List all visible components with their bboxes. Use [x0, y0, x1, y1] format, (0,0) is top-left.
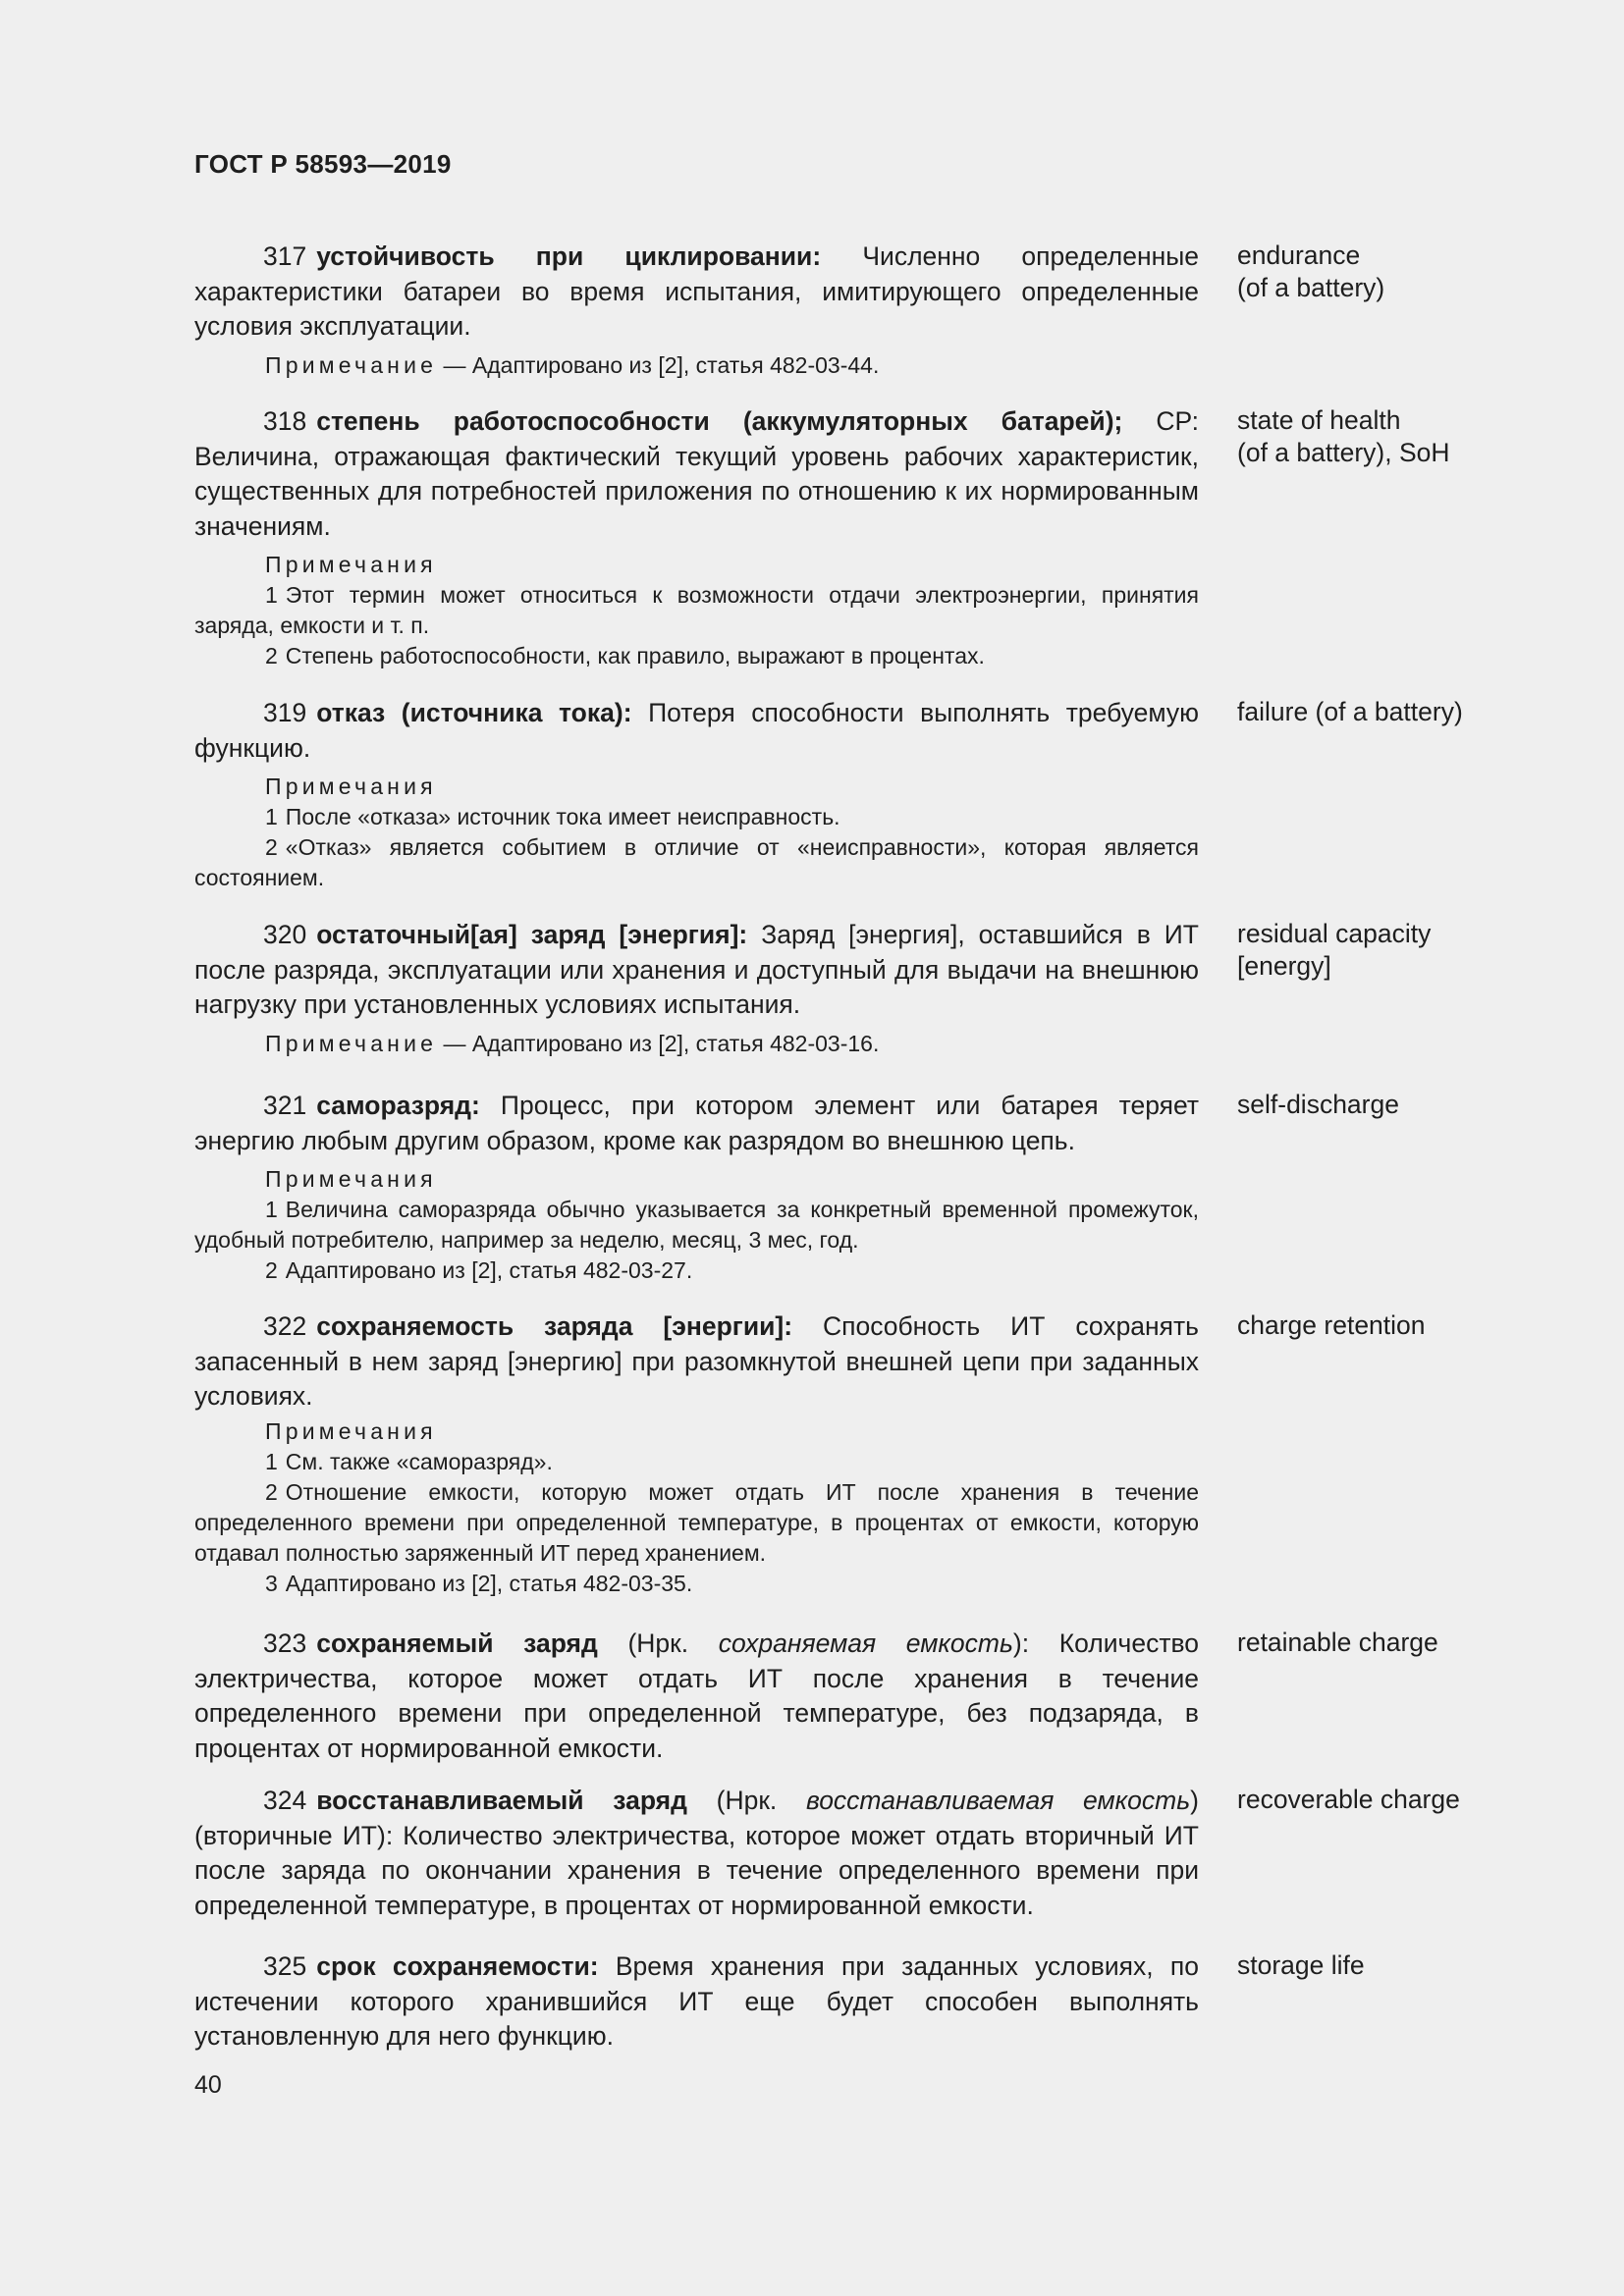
english-equivalent: residual capacity [energy]: [1237, 919, 1432, 981]
term-text: [194, 404, 1199, 544]
term-text: [194, 240, 1199, 345]
term-name: остаточный[ая] заряд [энергия]:: [316, 920, 748, 949]
term-entry-322: [194, 1309, 1510, 1599]
term-definition: Потеря способности выполнять требуемую функцию.: [194, 698, 1200, 763]
document-header: ГОСТ Р 58593—2019: [194, 149, 452, 179]
term-name: сохраняемый заряд: [316, 1629, 598, 1658]
term-name: восстанавливаемый заряд: [316, 1786, 687, 1815]
term-entry-319: [194, 696, 1510, 893]
term-name: степень работоспособности (аккумуляторных батарей);: [316, 406, 1123, 436]
english-equivalent: charge retention: [1237, 1310, 1426, 1340]
term-entry-318: [194, 404, 1510, 671]
term-number: 320: [263, 920, 307, 949]
term-number: 322: [263, 1311, 307, 1341]
english-equivalent: recoverable charge: [1237, 1785, 1460, 1814]
english-equivalent: retainable charge: [1237, 1628, 1438, 1657]
term-name: саморазряд:: [316, 1091, 480, 1120]
term-definition: ) (вторичные ИТ): Количество электричества, которое может отдать вторичный ИТ после заряда по окончании хранения в течение определенного времени при определенной температуре, в процентах от нормированной емкости.: [194, 1786, 1199, 1920]
term-entry-323: [194, 1627, 1510, 1766]
term-definition: Способность ИТ сохранять запасенный в нем заряд [энергию] при разомкнутой внешней цепи при заданных условиях.: [194, 1311, 1199, 1411]
notes-title: Примечания: [265, 552, 437, 577]
term-definition: ): Количество электричества, которое может отдать ИТ после хранения в течение определенного времени при определенной температуре, без подзаряда, в процентах от нормированной емкости.: [194, 1629, 1200, 1763]
note-item: 2 Отношение емкости, которую может отдать ИТ после хранения в течение определенного времени при определенной температуре, в процентах от емкости, которую отдавал полностью заряженный ИТ перед хранением.: [194, 1478, 1199, 1566]
term-text: 323 сохраняемый заряд (Нрк. сохраняемая емкость): Количество электричества, которое может отдать ИТ после хранения в течение определенного времени при определенной температуре, без подзаряда, в процентах от нормированной емкости.: [194, 1629, 1200, 1763]
term-notes: [194, 772, 1199, 893]
term-notes: [194, 1164, 1199, 1286]
note-item: 1 Этот термин может относиться к возможности отдачи электроэнергии, принятия заряда, емкости и т. п.: [194, 582, 1199, 638]
term-definition: Численно определенные характеристики батареи во время испытания, имитирующего определенные условия эксплуатации.: [194, 241, 1199, 341]
term-name: сохраняемость заряда [энергии]:: [316, 1311, 793, 1341]
note-title: Примечание: [265, 1030, 438, 1056]
notes-title: Примечания: [265, 774, 437, 799]
term-name: отказ (источника тока):: [316, 698, 632, 727]
page-number: 40: [194, 2071, 222, 2099]
notes-title: Примечания: [265, 1417, 437, 1444]
notes-title: Примечания: [265, 1166, 437, 1192]
term-name: устойчивость при циклировании:: [316, 241, 822, 271]
term-number: 323: [263, 1629, 307, 1658]
term-entry-325: [194, 1949, 1510, 2055]
english-equivalent: state of health (of a battery), SoH: [1237, 405, 1450, 467]
term-notes: [194, 1416, 1199, 1599]
term-entry-324: [194, 1784, 1510, 1923]
english-equivalent: self-discharge: [1237, 1090, 1399, 1119]
term-number: 318: [263, 406, 307, 436]
term-note: Примечание — Адаптировано из [2], статья 482-03-16.: [265, 1030, 880, 1056]
term-text: [194, 1949, 1199, 2055]
deprecated-term: сохраняемая емкость: [718, 1629, 1013, 1658]
deprecated-term: восстанавливаемая емкость: [805, 1786, 1191, 1815]
note-text: Адаптировано из [2], статья 482-03-44.: [471, 351, 880, 378]
term-number: 321: [263, 1091, 307, 1120]
english-equivalent: failure (of a battery): [1237, 697, 1463, 726]
term-number: 319: [263, 698, 307, 727]
note-item: 3 Адаптировано из [2], статья 482-03-35.: [265, 1570, 693, 1596]
term-definition: Процесс, при котором элемент или батарея теряет энергию любым другим образом, кроме как разрядом во внешнюю цепь.: [194, 1091, 1199, 1155]
note-item: 1 Величина саморазряда обычно указывается за конкретный временной промежуток, удобный потребителю, например за неделю, месяц, 3 мес, год.: [194, 1197, 1199, 1253]
term-number: 317: [263, 241, 307, 271]
english-equivalent: storage life: [1237, 1950, 1365, 1980]
term-text: [194, 1309, 1199, 1415]
term-definition: СР: Величина, отражающая фактический текущий уровень рабочих характеристик, существенных для потребностей приложения по отношению к их нормированным значениям.: [194, 406, 1199, 541]
term-name: срок сохраняемости:: [316, 1951, 599, 1981]
note-item: 1 См. также «саморазряд».: [265, 1448, 553, 1474]
term-note: Примечание — Адаптировано из [2], статья 482-03-44.: [265, 351, 880, 378]
note-title: Примечание: [265, 351, 438, 378]
term-entry-321: [194, 1089, 1510, 1286]
note-item: 1 После «отказа» источник тока имеет неисправность.: [265, 804, 840, 829]
term-number: 325: [263, 1951, 307, 1981]
note-item: 2 «Отказ» является событием в отличие от «неисправности», которая является состоянием.: [194, 834, 1199, 890]
term-text: [194, 696, 1199, 766]
term-definition: Заряд [энергия], оставшийся в ИТ после разряда, эксплуатации или хранения и доступный для выдачи на внешнюю нагрузку при установленных условиях испытания.: [194, 920, 1199, 1019]
term-text: [194, 1089, 1199, 1158]
term-entry-320: [194, 918, 1510, 1059]
note-item: 2 Адаптировано из [2], статья 482-03-27.: [265, 1257, 693, 1283]
note-item: 2 Степень работоспособности, как правило, выражают в процентах.: [265, 643, 985, 668]
term-text: [194, 918, 1199, 1023]
term-text: 324 восстанавливаемый заряд (Нрк. восстанавливаемая емкость) (вторичные ИТ): Количество электричества, которое может отдать вторичный ИТ после заряда по окончании хранения в течение определенного времени при определенной температуре, в процентах от нормированной емкости.: [194, 1786, 1199, 1920]
term-definition: Время хранения при заданных условиях, по истечении которого хранившийся ИТ еще будет способен выполнять установленную для него функцию.: [194, 1951, 1199, 2051]
term-number: 324: [263, 1786, 307, 1815]
term-entry-317: [194, 240, 1510, 381]
term-notes: [194, 550, 1199, 671]
english-equivalent: endurance (of a battery): [1237, 240, 1385, 302]
note-text: Адаптировано из [2], статья 482-03-16.: [471, 1030, 880, 1056]
